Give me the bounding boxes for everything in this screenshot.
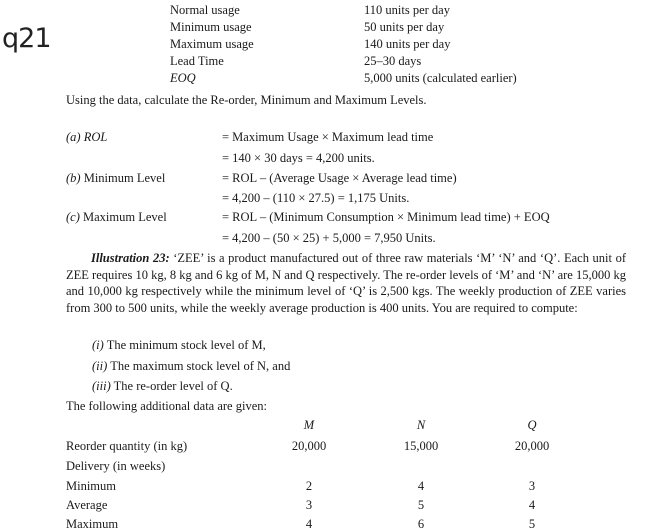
table-cell: 5 — [528, 517, 536, 531]
max-level-result: = 4,200 – (50 × 25) + 5,000 = 7,950 Units. — [222, 231, 436, 245]
min-level-formula: = ROL – (Average Usage × Average lead time) — [222, 171, 457, 185]
min-level-result: = 4,200 – (110 × 27.5) = 1,175 Units. — [222, 191, 410, 205]
table-cell: 5 — [417, 498, 425, 512]
illustration-paragraph — [66, 250, 626, 316]
given-value-maximum-usage: 140 units per day — [364, 37, 451, 51]
table-cell: 4 — [305, 517, 313, 531]
given-label-maximum-usage: Maximum usage — [170, 37, 254, 51]
table-row-label: Maximum — [66, 517, 119, 531]
column-header-q: Q — [527, 418, 537, 432]
table-cell: 20,000 — [291, 439, 327, 453]
rol-result: = 140 × 30 days = 4,200 units. — [222, 151, 375, 165]
given-label-eoq: EOQ — [170, 71, 196, 85]
given-label-minimum-usage: Minimum usage — [170, 20, 252, 34]
given-label-lead-time: Lead Time — [170, 54, 224, 68]
given-value-lead-time: 25–30 days — [364, 54, 422, 68]
table-cell: 2 — [305, 479, 313, 493]
given-value-normal-usage: 110 units per day — [364, 3, 450, 17]
rol-label: (a) ROL — [66, 130, 108, 144]
given-label-normal-usage: Normal usage — [170, 3, 240, 17]
table-cell: 4 — [417, 479, 425, 493]
table-cell: 6 — [417, 517, 425, 531]
table-row-label: Average — [66, 498, 108, 512]
instruction-text: Using the data, calculate the Re-order, Minimum and Maximum Levels. — [66, 93, 427, 107]
handwritten-label: q21 — [2, 23, 51, 54]
table-row-label: Reorder quantity (in kg) — [66, 439, 188, 453]
illustration-text: ‘ZEE’ is a product manufactured out of three raw materials ‘M’ ‘N’ and ‘Q’. Each unit of ZEE requires 10 kg, 8 kg and 6 kg of M, N and Q respectively. The re-order levels of ‘M’ and ‘N’ are 15,000 kg and 10,000 kg respectively while the minimum level of ‘Q’ is 2,500 kgs. The weekly production of ZEE varies from 300 to 500 units, while the weekly average production is 400 units. You are required to compute: — [66, 251, 626, 315]
table-cell: 20,000 — [514, 439, 550, 453]
table-row-label: Minimum — [66, 479, 117, 493]
table-cell: 3 — [305, 498, 313, 512]
max-level-formula: = ROL – (Minimum Consumption × Minimum lead time) + EOQ — [222, 210, 550, 224]
column-header-m: M — [303, 418, 315, 432]
min-level-label: (b) Minimum Level — [66, 171, 166, 185]
given-value-minimum-usage: 50 units per day — [364, 20, 445, 34]
rol-formula: = Maximum Usage × Maximum lead time — [222, 130, 434, 144]
table-section-label: Delivery (in weeks) — [66, 459, 166, 473]
table-cell: 3 — [528, 479, 536, 493]
given-value-eoq: 5,000 units (calculated earlier) — [364, 71, 517, 85]
requirement-item: (ii) The maximum stock level of N, and — [92, 359, 291, 373]
requirement-item: (iii) The re-order level of Q. — [92, 379, 233, 393]
table-cell: 15,000 — [403, 439, 439, 453]
additional-data-label: The following additional data are given: — [66, 399, 267, 413]
requirement-item: (i) The minimum stock level of M, — [92, 338, 266, 352]
max-level-label: (c) Maximum Level — [66, 210, 167, 224]
table-cell: 4 — [528, 498, 536, 512]
illustration-title: Illustration 23: — [91, 251, 170, 265]
column-header-n: N — [416, 418, 426, 432]
